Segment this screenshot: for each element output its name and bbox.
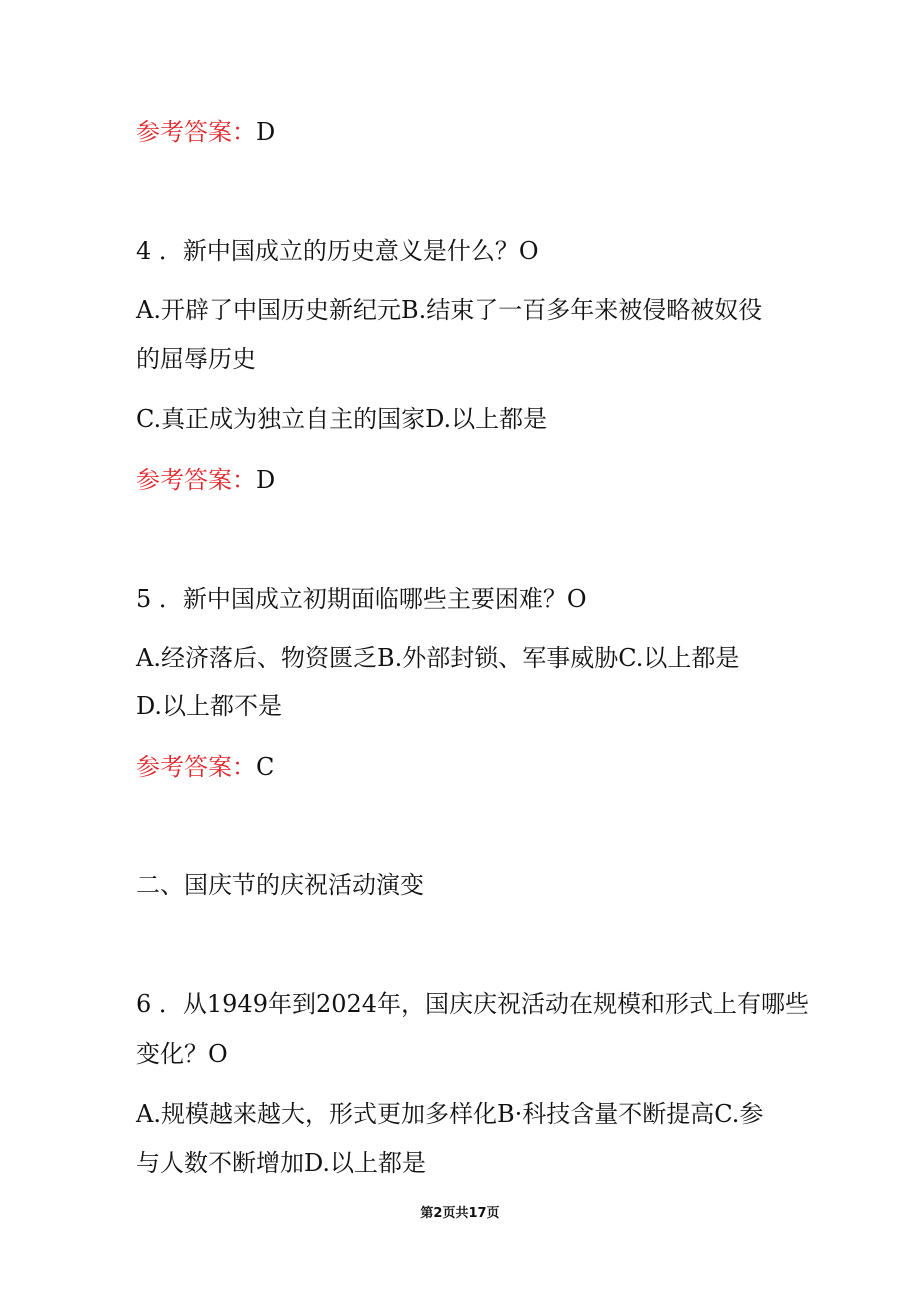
question-6-stem-line1: 6 ．从1949年到2024年，国庆庆祝活动在规模和形式上有哪些 — [136, 990, 810, 1018]
question-6-stem-line2: 变化？O — [136, 1040, 228, 1068]
question-5-options-line2: D.以上都不是 — [136, 692, 283, 720]
answer-label: 参考答案： — [136, 753, 256, 781]
answer-prev — [136, 118, 275, 146]
answer-value: C — [256, 753, 275, 781]
page-footer: 第2页共17页 — [420, 1206, 500, 1221]
answer-value: D — [256, 466, 276, 494]
question-5-answer — [136, 753, 274, 781]
question-6-options-line2: 与人数不断增加D.以上都是 — [136, 1149, 427, 1177]
answer-label: 参考答案： — [136, 118, 256, 146]
question-5-stem: 5 ．新中国成立初期面临哪些主要困难？O — [136, 585, 587, 613]
question-4-answer — [136, 466, 275, 494]
answer-value: D — [256, 118, 276, 146]
answer-label: 参考答案： — [136, 466, 256, 494]
question-4-stem: 4 ．新中国成立的历史意义是什么？O — [136, 237, 539, 265]
question-5-options-line1: A.经济落后、物资匮乏B.外部封锁、军事威胁C.以上都是 — [136, 644, 740, 672]
question-4-options-line3: C.真正成为独立自主的国家D.以上都是 — [136, 405, 548, 433]
question-6-options-line1: A.规模越来越大，形式更加多样化B·科技含量不断提高C.参 — [136, 1100, 764, 1128]
question-4-options-line2: 的屈辱历史 — [136, 345, 256, 373]
question-4-options-line1: A.开辟了中国历史新纪元B.结束了一百多年来被侵略被奴役 — [136, 296, 763, 324]
section-heading: 二、国庆节的庆祝活动演变 — [136, 871, 424, 899]
